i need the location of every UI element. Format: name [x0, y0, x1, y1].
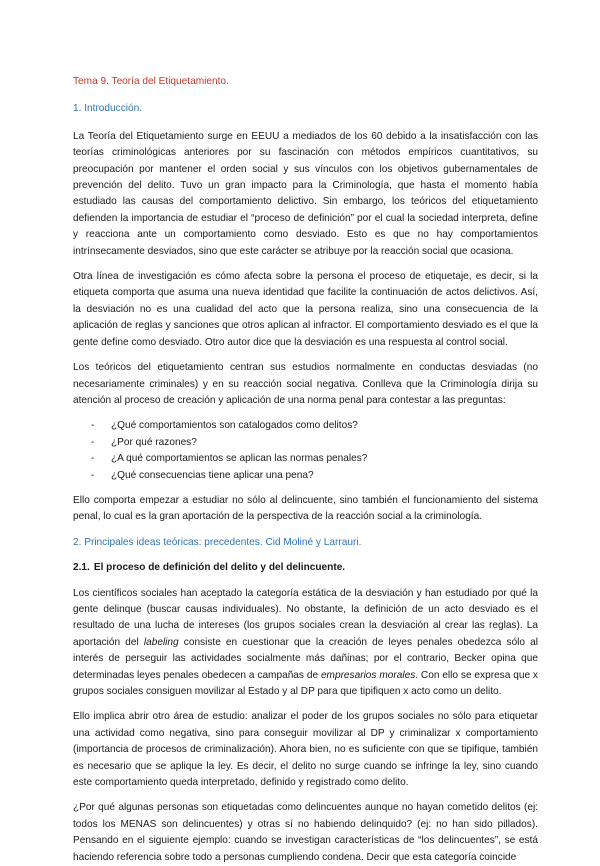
- subsection-heading: [73, 560, 538, 576]
- paragraph-text: Los científicos sociales han aceptado la categoría estática de la desviación y han estudiado por qué la gente delinque (buscar causas individuales). No obstante, la definición de un acto desviado es el resultado de una lucha de intereses (los grupos sociales crean la desviación al crear las reglas). La aportación del: [73, 587, 538, 648]
- list-item: [91, 418, 538, 434]
- bullet-dash: -: [91, 436, 95, 448]
- paragraph-text: . Con ello se expresa que x grupos sociales consiguen movilizar al Estado y al DP para que tipifiquen x acto como un delito.: [73, 669, 538, 697]
- paragraph: [73, 586, 538, 701]
- paragraph: Ello comporta empezar a estudiar no sólo al delincuente, sino también el funcionamiento del sistema penal, lo cual es la gran aportación de la perspectiva de la reacción social a la criminología.: [73, 494, 538, 523]
- section-heading-introduccion: 1. Introducción.: [73, 103, 143, 115]
- list-item: [91, 435, 538, 451]
- paragraph: La Teoría del Etiquetamiento surge en EEUU a mediados de los 60 debido a la insatisfacción con las teorías criminológicas anteriores por su fascinación con métodos empíricos cuantitativos, su preocupación por mantener el orden social y sus vínculos con los objetivos gubernamentales de prevención del delito. Tuvo un gran impacto para la Criminología, que hasta el momento había estudiado las causas del comportamiento delictivo. Sin embargo, los teóricos del etiquetamiento defienden la importancia de estudiar el “proceso de definición” por el cual la sociedad interpreta, define y reacciona ante un comportamiento como desviado. Esto es que no hay comportamientos intrínsecamente desviados, sino que este carácter se atribuye por la reacción social que ocasiona.: [73, 130, 538, 257]
- bullet-dash: -: [91, 420, 95, 432]
- emphasis-empresarios-morales: empresarios morales: [320, 669, 416, 681]
- questions-list: [73, 418, 538, 484]
- list-item-text: ¿Por qué razones?: [111, 436, 197, 448]
- paragraph: Los teóricos del etiquetamiento centran sus estudios normalmente en conductas desviadas (no necesariamente criminales) y en su reacción social negativa. Conlleva que la Criminología dirija su atención al proceso de creación y aplicación de una norma penal para contestar a las preguntas:: [73, 362, 538, 406]
- paragraph: ¿Por qué algunas personas son etiquetadas como delincuentes aunque no hayan cometido delitos (ej: todos los MENAS son delincuentes) y otras sí no habiendo delinquido? (ej: no han sido pillados). Pensando en el siguiente ejemplo: cuando se investigan características de “los delincuentes”, se está haciendo referencia sobre todo a personas cumpliendo condena. Decir que esta categoría coincide: [73, 802, 538, 863]
- list-item: [91, 468, 538, 484]
- list-item-text: ¿Qué consecuencias tiene aplicar una pena?: [111, 469, 314, 481]
- list-item-text: ¿A qué comportamientos se aplican las normas penales?: [111, 453, 368, 465]
- section-heading-principales-ideas: 2. Principales ideas teóricas: precedentes. Cid Moliné y Larrauri.: [73, 536, 362, 548]
- paragraph-text: consiste en cuestionar que la creación de leyes penales obedezca sólo al interés de perseguir las actividades socialmente más dañinas; por el contrario, Becker opina que determinadas leyes penales obedecen a campañas de: [73, 636, 539, 681]
- bullet-dash: -: [91, 453, 95, 465]
- emphasis-labeling: labeling: [143, 636, 179, 648]
- list-item: [91, 451, 538, 467]
- bullet-dash: -: [91, 469, 95, 481]
- list-item-text: ¿Qué comportamientos son catalogados como delitos?: [111, 420, 358, 432]
- subsection-title: El proceso de definición del delito y del delincuente.: [93, 562, 346, 574]
- subsection-number: 2.1.: [73, 562, 90, 574]
- document-title: Tema 9. Teoría del Etiquetamiento.: [73, 76, 229, 87]
- paragraph: Otra línea de investigación es cómo afecta sobre la persona el proceso de etiquetaje, es decir, si la etiqueta comporta que asuma una nueva identidad que facilite la continuación de actos delictivos. Así, la desviación no es una cualidad del acto que la persona realiza, sino una consecuencia de la aplicación de reglas y sanciones que otros aplican al infractor. El comportamiento desviado es el que la gente define como desviado. Otro autor dice que la desviación es una respuesta al control social.: [73, 271, 538, 348]
- paragraph: Ello implica abrir otro área de estudio: analizar el poder de los grupos sociales no sólo para etiquetar una actividad como negativa, sino para conseguir movilizar al DP y criminalizar x comportamiento (importancia de procesos de criminalización). Ahora bien, no es suficiente con que se tipifique, también es necesario que se aplique la ley. Es decir, el delito no surge cuando se infringe la ley, sino cuando este comportamiento queda interpretado, definido y registrado como delito.: [73, 711, 538, 789]
